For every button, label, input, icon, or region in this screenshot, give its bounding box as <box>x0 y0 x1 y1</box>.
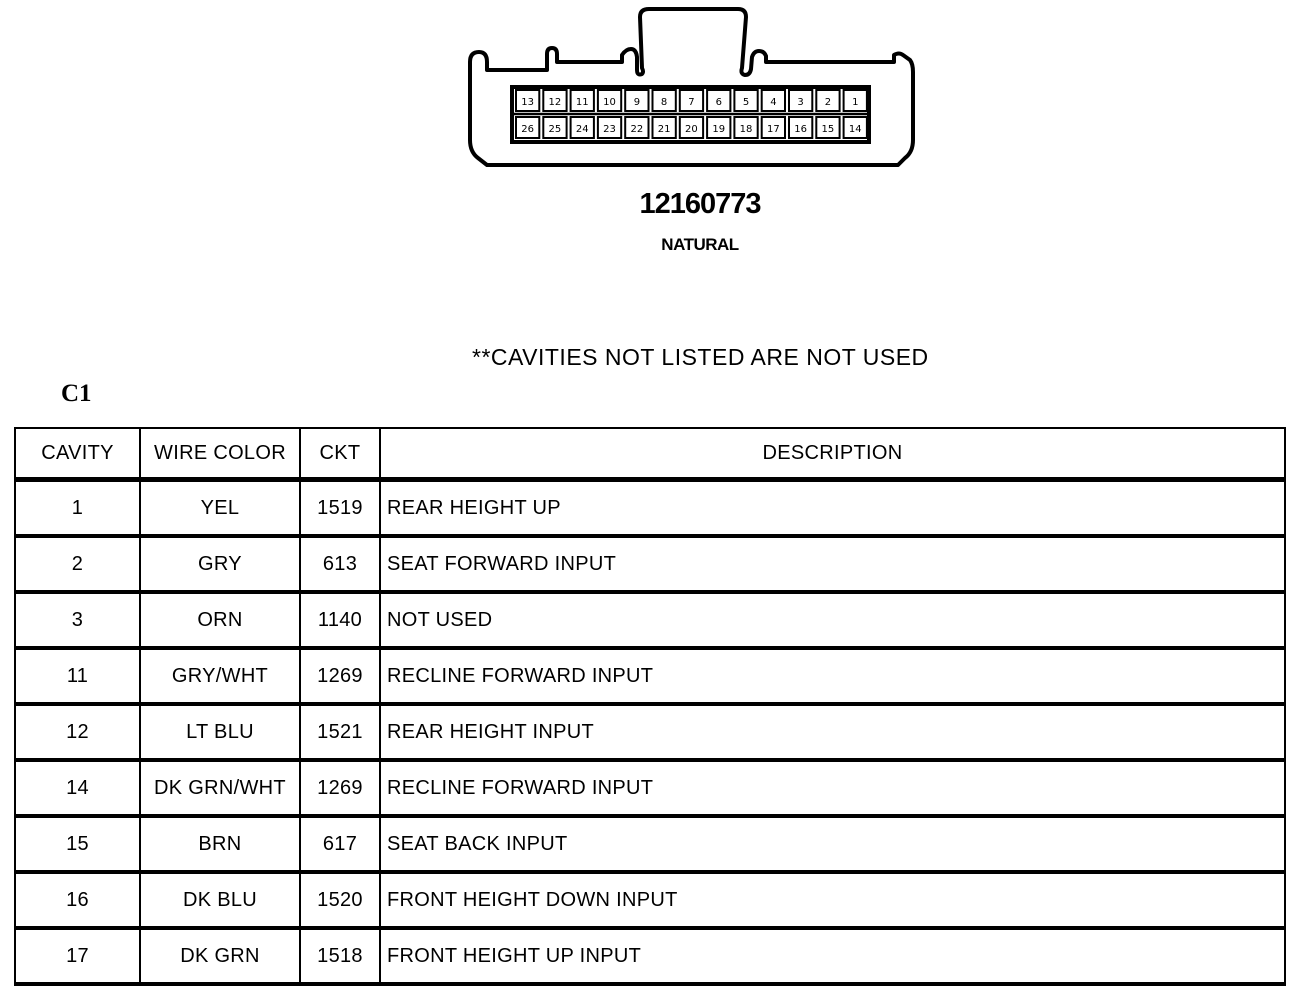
header-cavity: CAVITY <box>15 428 140 480</box>
connector-part-number: 12160773 <box>639 188 761 220</box>
cell-ckt: 1519 <box>300 480 380 537</box>
cavity-number-label: 26 <box>521 124 534 135</box>
cavity-number-label: 24 <box>575 124 589 135</box>
cell-wire-color: DK BLU <box>140 872 300 928</box>
pinout-table <box>14 427 1286 986</box>
cavity-number-label: 12 <box>548 97 562 108</box>
cavity-number-label: 8 <box>660 97 668 108</box>
cavity-number-label: 25 <box>548 124 562 135</box>
table-header-row <box>15 428 1285 480</box>
cell-description: FRONT HEIGHT DOWN INPUT <box>380 872 1285 928</box>
cavity-number-label: 10 <box>603 97 616 108</box>
cell-ckt: 1269 <box>300 760 380 816</box>
cell-description: RECLINE FORWARD INPUT <box>380 648 1285 704</box>
cell-wire-color: YEL <box>140 480 300 537</box>
cavity-number-label: 23 <box>603 124 616 135</box>
cavity-number-label: 4 <box>770 97 777 108</box>
cavity-number-label: 20 <box>685 124 698 135</box>
cell-ckt: 1140 <box>300 592 380 648</box>
cavity-number-label: 7 <box>688 97 695 108</box>
cavity-number-label: 14 <box>848 124 862 135</box>
cavity-number-label: 6 <box>715 97 722 108</box>
header-ckt: CKT <box>300 428 380 480</box>
cell-ckt: 1518 <box>300 928 380 984</box>
cavity-number-label: 5 <box>742 97 750 108</box>
cavity-number-label: 21 <box>657 124 671 135</box>
header-wire-color: WIRE COLOR <box>140 428 300 480</box>
cavity-number-label: 16 <box>794 124 807 135</box>
cavity-number-label: 17 <box>767 124 780 135</box>
header-description: DESCRIPTION <box>380 428 1285 480</box>
connector-color: NATURAL <box>661 235 739 254</box>
cell-cavity: 12 <box>15 704 140 760</box>
table-row <box>15 704 1285 760</box>
cell-ckt: 617 <box>300 816 380 872</box>
cavity-number-label: 13 <box>521 97 534 108</box>
cell-ckt: 1269 <box>300 648 380 704</box>
cell-description: NOT USED <box>380 592 1285 648</box>
cavity-number-label: 2 <box>824 97 832 108</box>
cell-cavity: 16 <box>15 872 140 928</box>
cell-description: REAR HEIGHT UP <box>380 480 1285 537</box>
cell-ckt: 1521 <box>300 704 380 760</box>
connector-id-label: C1 <box>61 380 92 407</box>
cell-description: RECLINE FORWARD INPUT <box>380 760 1285 816</box>
cell-wire-color: GRY <box>140 536 300 592</box>
cavity-number-label: 1 <box>852 97 859 108</box>
cell-cavity: 3 <box>15 592 140 648</box>
table-row <box>15 648 1285 704</box>
cavity-number-label: 11 <box>575 97 589 108</box>
cell-wire-color: LT BLU <box>140 704 300 760</box>
cavity-number-label: 15 <box>821 124 835 135</box>
cavity-number-label: 19 <box>712 124 726 135</box>
table-row <box>15 928 1285 984</box>
cell-cavity: 11 <box>15 648 140 704</box>
cell-description: SEAT BACK INPUT <box>380 816 1285 872</box>
cell-wire-color: DK GRN <box>140 928 300 984</box>
cavity-number-label: 22 <box>630 124 644 135</box>
cell-ckt: 613 <box>300 536 380 592</box>
unused-cavities-note: **CAVITIES NOT LISTED ARE NOT USED <box>472 344 929 370</box>
table-row <box>15 816 1285 872</box>
cell-cavity: 17 <box>15 928 140 984</box>
cell-ckt: 1520 <box>300 872 380 928</box>
cell-cavity: 2 <box>15 536 140 592</box>
cell-wire-color: GRY/WHT <box>140 648 300 704</box>
table-row <box>15 872 1285 928</box>
cell-description: FRONT HEIGHT UP INPUT <box>380 928 1285 984</box>
cavity-number-label: 3 <box>797 97 804 108</box>
cell-wire-color: BRN <box>140 816 300 872</box>
table-row <box>15 536 1285 592</box>
cavity-number-label: 9 <box>633 97 641 108</box>
connector-face-drawing <box>0 0 1312 270</box>
cell-cavity: 1 <box>15 480 140 537</box>
cell-description: REAR HEIGHT INPUT <box>380 704 1285 760</box>
cell-description: SEAT FORWARD INPUT <box>380 536 1285 592</box>
table-row <box>15 760 1285 816</box>
cavity-number-label: 18 <box>739 124 753 135</box>
table-row <box>15 592 1285 648</box>
table-row <box>15 480 1285 537</box>
cell-wire-color: ORN <box>140 592 300 648</box>
cell-cavity: 14 <box>15 760 140 816</box>
cell-wire-color: DK GRN/WHT <box>140 760 300 816</box>
cell-cavity: 15 <box>15 816 140 872</box>
